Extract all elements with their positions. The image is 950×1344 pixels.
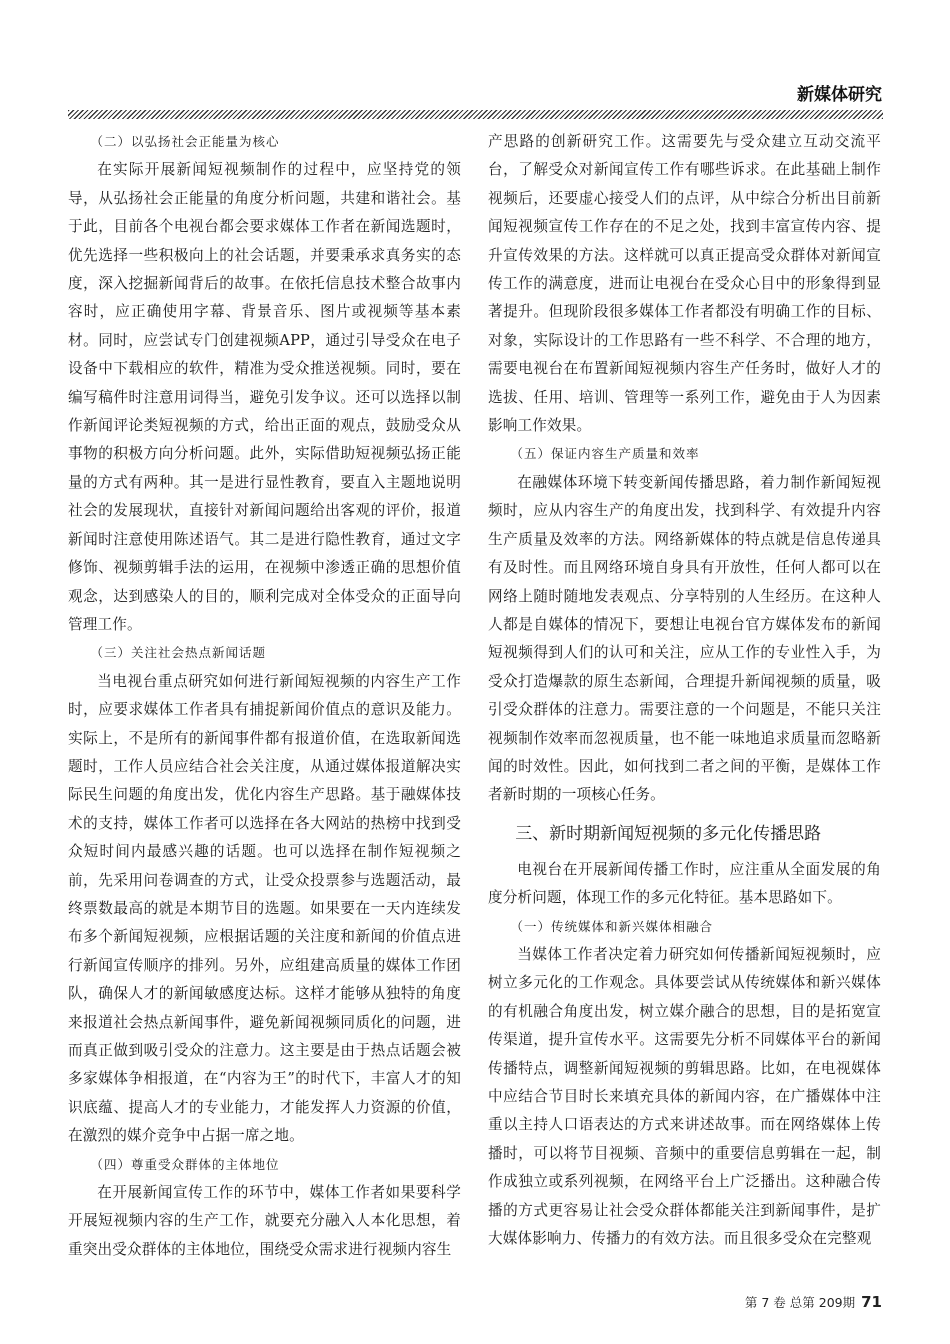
subsection-heading-5: （五）保证内容生产质量和效率 (510, 446, 700, 462)
left-column (68, 128, 461, 1264)
subsection-heading-2: （二）以弘扬社会正能量为核心 (90, 134, 280, 149)
journal-title: 新媒体研究 (797, 85, 882, 105)
body-paragraph: 电视台在开展新闻传播工作时，应注重从全面发展的角度分析问题，体现工作的多元化特征。基本思路如下。 (488, 860, 881, 907)
subsection-heading-s3-1: （一）传统媒体和新兴媒体相融合 (510, 918, 714, 934)
header-hatch-rule (68, 110, 883, 119)
subsection-heading-3: （三）关注社会热点新闻话题 (90, 645, 267, 661)
page-footer (745, 1293, 882, 1311)
body-paragraph: 在开展新闻宣传工作的环节中，媒体工作者如果要科学开展短视频内容的生产工作，就要充分融入人本化思想，着重突出受众群体的主体地位，围绕受众需求进行视频内容生 (68, 1184, 461, 1258)
section-heading-3: 三、新时期新闻短视频的多元化传播思路 (515, 823, 822, 844)
body-paragraph: 当媒体工作者决定着力研究如何传播新闻短视频时，应树立多元化的工作观念。具体要尝试从传统媒体和新兴媒体的有机融合角度出发，树立媒介融合的思想，目的是拓宽宣传渠道，提升宣传水平。这需要先分析不同媒体平台的新闻传播特点，调整新闻短视频的剪辑思路。比如，在电视媒体中应结合节目时长来填充具体的新闻内容，在广播媒体中注重以主持人口语表达的方式来讲述故事。而在网络媒体上传播时，可以将节目视频、音频中的重要信息剪辑在一起，制作成独立或系列视频，在网络平台上广泛播出。这种融合传播的方式更容易让社会受众群体都能关注到新闻事件，是扩大媒体影响力、传播力的有效方法。而且很多受众在完整观 (488, 945, 881, 1248)
body-paragraph: 在融媒体环境下转变新闻传播思路，着力制作新闻短视频时，应从内容生产的角度出发，找到科学、有效提升内容生产质量及效率的方法。网络新媒体的特点就是信息传递具有及时性。而且网络环境自身具有开放性，任何人都可以在网络上随时随地发表观点、分享特别的人生经历。在这种人人都是自媒体的情况下，要想让电视台官方媒体发布的新闻短视频得到人们的认可和关注，应从工作的专业性入手，为受众打造爆款的原生态新闻，合理提升新闻视频的质量，吸引受众群体的注意力。需要注意的一个问题是，不能只关注视频制作效率而忽视质量，也不能一味地追求质量而忽略新闻的时效性。因此，如何找到二者之间的平衡，是媒体工作者新时期的一项核心任务。 (488, 473, 881, 804)
right-column (488, 128, 881, 1253)
subsection-heading-4: （四）尊重受众群体的主体地位 (90, 1156, 280, 1172)
body-paragraph: 在实际开展新闻短视频制作的过程中，应坚持党的领导，从弘扬社会正能量的角度分析问题，共建和谐社会。基于此，目前各个电视台都会要求媒体工作者在新闻选题时，优先选择一些积极向上的社会话题，并要秉承求真务实的态度，深入挖掘新闻背后的故事。在依托信息技术整合故事内容时，应正确使用字幕、背景音乐、图片或视频等基本素材。同时，应尝试专门创建视频APP，通过引导受众在电子设备中下载相应的软件，精准为受众推送视频。同时，要在编写稿件时注意用词得当，避免引发争议。还可以选择以制作新闻评论类短视频的方式，给出正面的观点，鼓励受众从事物的积极方向分析问题。此外，实际借助短视频弘扬正能量的方式有两种。其一是进行显性教育，要直入主题地说明社会的发展现状，直接针对新闻问题给出客观的评价，报道新闻时注意使用陈述语气。其二是进行隐性教育，通过文字修饰、视频剪辑手法的运用，在视频中渗透正确的思想价值观念，达到感染人的目的，顺利完成对全体受众的正面导向管理工作。 (68, 161, 461, 633)
body-paragraph-continued: 产思路的创新研究工作。这需要先与受众建立互动交流平台，了解受众对新闻宣传工作有哪些诉求。在此基础上制作视频后，还要虚心接受人们的点评，从中综合分析出目前新闻短视频宣传工作存在的不足之处，找到丰富宣传内容、提升宣传效果的方法。这样就可以真正提高受众群体对新闻宣传工作的满意度，进而让电视台在受众心目中的形象得到显著提升。但现阶段很多媒体工作者都没有明确工作的目标、对象，实际设计的工作思路有一些不科学、不合理的地方，需要电视台在布置新闻短视频内容生产任务时，做好人才的选拔、任用、培训、管理等一系列工作，避免由于人为因素影响工作效果。 (488, 133, 881, 435)
issue-info: 第 7 卷 总第 209期 (744, 1295, 856, 1310)
page-number: 71 (861, 1293, 882, 1311)
body-paragraph: 当电视台重点研究如何进行新闻短视频的内容生产工作时，应要求媒体工作者具有捕捉新闻价值点的意识及能力。实际上，不是所有的新闻事件都有报道价值，在选取新闻选题时，工作人员应结合社会关注度，从通过媒体报道解决实际民生问题的角度出发，优化内容生产思路。基于融媒体技术的支持，媒体工作者可以选择在各大网站的热榜中找到受众短时间内最感兴趣的话题。也可以选择在制作短视频之前，先采用问卷调查的方式，让受众投票参与选题活动，最终票数最高的就是本期节目的选题。如果要在一天内连续发布多个新闻短视频，应根据话题的关注度和新闻的价值点进行新闻宣传顺序的排列。另外，应组建高质量的媒体工作团队，确保人才的新闻敏感度达标。这样才能够从独特的角度来报道社会热点新闻事件，避免新闻视频同质化的问题，进而真正做到吸引受众的注意力。这主要是由于热点话题会被多家媒体争相报道，在“内容为王”的时代下，丰富人才的知识底蕴、提高人才的专业能力，才能发挥人力资源的价值，在激烈的媒介竞争中占据一席之地。 (68, 672, 461, 1145)
